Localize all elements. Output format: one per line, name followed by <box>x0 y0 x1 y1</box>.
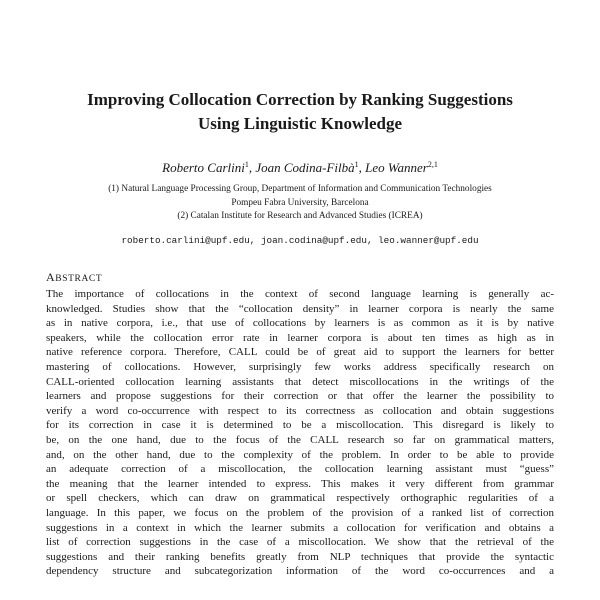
affiliations <box>20 183 580 224</box>
abstract-line: speakers, while the collocation error rate in learner corpora is about ten times as high as in <box>46 331 554 344</box>
abstract-line: list of correction suggestions in the case of a miscollocation. We show that the retrieval of the <box>46 536 554 549</box>
author-affiliation-marker: 1 <box>354 160 359 169</box>
affiliation-line: (2) Catalan Institute for Research and Advanced Studies (ICREA) <box>177 211 423 221</box>
abstract-heading <box>46 270 102 286</box>
paper-title <box>40 88 560 136</box>
affiliation-line: Pompeu Fabra University, Barcelona <box>231 197 369 208</box>
abstract-line: language. In this paper, we focus on the problem of the provision of a ranked list of correction <box>46 506 554 519</box>
abstract-line: mastering of collocations. However, surprisingly few works address specifically research on <box>46 360 554 373</box>
title-line-1: Improving Collocation Correction by Ranking Suggestions <box>87 90 513 109</box>
author-affiliation-marker: 2,1 <box>427 160 438 169</box>
author-emails: roberto.carlini@upf.edu, joan.codina@upf.edu, leo.wanner@upf.edu <box>121 235 479 246</box>
abstract-line: as in native corpora, i.e., that use of collocations by learners is as common as it is by native <box>46 317 554 330</box>
title-line-2: Using Linguistic Knowledge <box>197 114 403 133</box>
abstract-heading-rest: BSTRACT <box>55 274 103 284</box>
abstract-line: and, on the other hand, due to the complexity of the problem. In order to be able to provide <box>46 448 554 461</box>
abstract-body <box>46 287 554 579</box>
abstract-line: the meaning that the learner intended to express. This makes it very different from grammar <box>46 477 554 490</box>
abstract-line: an adequate correction of a miscollocation, the collocation learning assistant must “guess” <box>46 463 554 476</box>
abstract-line: knowledged. Studies show that the “collocation density” in learner corpora is nearly the same <box>46 302 554 315</box>
abstract-line: CALL-oriented collocation learning assistants that detect miscollocations in the writings of the <box>46 375 554 388</box>
author-separator: , <box>358 160 366 175</box>
author-name: Joan Codina-Filbà <box>255 160 355 175</box>
abstract-line: be, on the one hand, due to the focus of the CALL research so far on grammatical matters, <box>46 433 554 446</box>
abstract-heading-initial: A <box>46 270 56 284</box>
abstract-line: or spell checkers, which can draw on grammatical respectively orthographic regularities of a <box>46 492 554 505</box>
abstract-line: The importance of collocations in the context of second language learning is generally ac- <box>46 288 554 300</box>
abstract-line: learners and propose suggestions for their correction or that offer the learner the possibility to <box>46 390 554 403</box>
abstract-line: verify a word co-occurrence with respect to its correctness as collocation and obtain suggestions <box>46 404 554 417</box>
author-separator: , <box>248 160 256 175</box>
author-list <box>40 160 560 176</box>
abstract-line: native reference corpora. Therefore, CALL could be of great aid to support the learners for better <box>46 346 554 359</box>
author-name: Roberto Carlini <box>162 160 245 175</box>
author-name: Leo Wanner <box>365 160 428 175</box>
abstract-line: dependency structure and subcategorization information of the word co-occurrences and a <box>46 565 554 578</box>
affiliation-line: (1) Natural Language Processing Group, Department of Information and Communication Technologies <box>108 184 492 194</box>
abstract-line: suggestions and their ranking benefits greatly from NLP techniques that provide the syntactic <box>46 550 554 563</box>
abstract-line: suggestions in a context in which the learner submits a collocation for verification and obtains a <box>46 521 554 534</box>
author-affiliation-marker: 1 <box>244 160 249 169</box>
abstract-line: for its correction in case it is determined to be a miscollocation. This disregard is likely to <box>46 419 554 432</box>
